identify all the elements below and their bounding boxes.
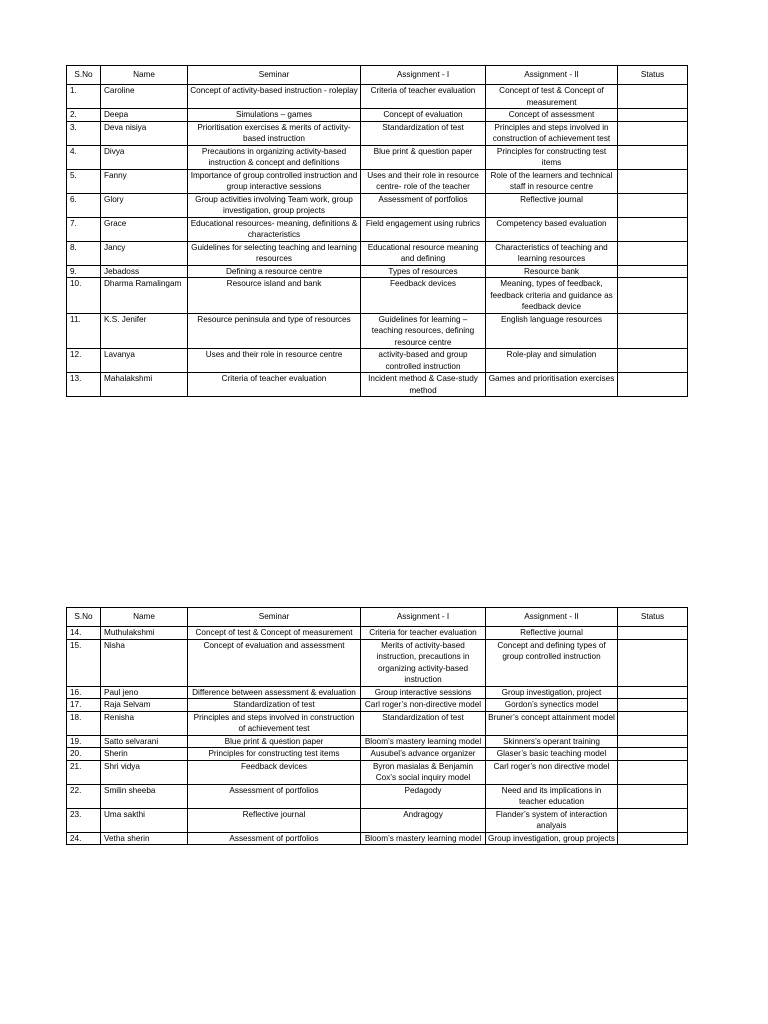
cell-status xyxy=(618,735,688,748)
header-name: Name xyxy=(101,66,188,85)
cell-assignment-1: Guidelines for learning – teaching resources, defining resource centre xyxy=(361,313,486,349)
header-name: Name xyxy=(101,608,188,627)
cell-assignment-2: Reflective journal xyxy=(486,193,618,217)
cell-assignment-1: Blue print & question paper xyxy=(361,145,486,169)
header-assignment-1: Assignment - I xyxy=(361,66,486,85)
cell-assignment-2: Glaser’s basic teaching model xyxy=(486,748,618,761)
table-row xyxy=(67,639,688,686)
table-row xyxy=(67,193,688,217)
cell-seminar: Precautions in organizing activity-based instruction & concept and definitions xyxy=(188,145,361,169)
cell-assignment-2: Concept of assessment xyxy=(486,109,618,122)
cell-status xyxy=(618,686,688,699)
cell-assignment-1: Educational resource meaning and defining xyxy=(361,241,486,265)
cell-seminar: Concept of evaluation and assessment xyxy=(188,639,361,686)
assignment-table-1 xyxy=(66,65,688,397)
cell-seminar: Group activities involving Team work, group investigation, group projects xyxy=(188,193,361,217)
cell-sno: 20. xyxy=(67,748,101,761)
cell-sno: 17. xyxy=(67,699,101,712)
cell-sno: 19. xyxy=(67,735,101,748)
cell-assignment-2: Concept of test & Concept of measurement xyxy=(486,85,618,109)
table-row xyxy=(67,121,688,145)
table-row xyxy=(67,711,688,735)
cell-assignment-2: Resource bank xyxy=(486,265,618,278)
cell-name: Renisha xyxy=(101,711,188,735)
cell-status xyxy=(618,278,688,314)
cell-seminar: Concept of activity-based instruction - roleplay xyxy=(188,85,361,109)
cell-name: Paul jeno xyxy=(101,686,188,699)
cell-sno: 3. xyxy=(67,121,101,145)
cell-assignment-1: Assessment of portfolios xyxy=(361,193,486,217)
cell-assignment-1: Uses and their role in resource centre- role of the teacher xyxy=(361,169,486,193)
cell-name: Dharma Ramalingam xyxy=(101,278,188,314)
cell-assignment-1: Standardization of test xyxy=(361,711,486,735)
table-row xyxy=(67,699,688,712)
cell-status xyxy=(618,760,688,784)
cell-status xyxy=(618,313,688,349)
table-header-row xyxy=(67,608,688,627)
cell-name: Deepa xyxy=(101,109,188,122)
cell-assignment-2: Principles for constructing test items xyxy=(486,145,618,169)
cell-assignment-2: Group investigation, group projects xyxy=(486,832,618,845)
cell-assignment-1: Group interactive sessions xyxy=(361,686,486,699)
cell-name: Mahalakshmi xyxy=(101,373,188,397)
cell-name: Deva nisiya xyxy=(101,121,188,145)
cell-sno: 1. xyxy=(67,85,101,109)
cell-seminar: Simulations – games xyxy=(188,109,361,122)
cell-name: Jancy xyxy=(101,241,188,265)
cell-seminar: Guidelines for selecting teaching and learning resources xyxy=(188,241,361,265)
cell-status xyxy=(618,748,688,761)
table-row xyxy=(67,349,688,373)
cell-sno: 14. xyxy=(67,627,101,640)
cell-seminar: Blue print & question paper xyxy=(188,735,361,748)
cell-assignment-2: Group investigation, project xyxy=(486,686,618,699)
cell-name: Uma sakthi xyxy=(101,808,188,832)
cell-assignment-1: Merits of activity-based instruction, precautions in organizing activity-based instruction xyxy=(361,639,486,686)
cell-sno: 18. xyxy=(67,711,101,735)
cell-name: Jebadoss xyxy=(101,265,188,278)
cell-seminar: Resource island and bank xyxy=(188,278,361,314)
header-assignment-2: Assignment - II xyxy=(486,608,618,627)
table-row xyxy=(67,748,688,761)
cell-assignment-1: Criteria for teacher evaluation xyxy=(361,627,486,640)
table-row xyxy=(67,265,688,278)
cell-assignment-2: Flander’s system of interaction analyais xyxy=(486,808,618,832)
cell-status xyxy=(618,699,688,712)
cell-seminar: Educational resources- meaning, definitions & characteristics xyxy=(188,217,361,241)
cell-assignment-2: Role of the learners and technical staff in resource centre xyxy=(486,169,618,193)
table-row xyxy=(67,169,688,193)
cell-assignment-2: Meaning, types of feedback, feedback criteria and guidance as feedback device xyxy=(486,278,618,314)
cell-seminar: Principles and steps involved in construction of achievement test xyxy=(188,711,361,735)
cell-assignment-1: Feedback devices xyxy=(361,278,486,314)
cell-assignment-2: Need and its implications in teacher education xyxy=(486,784,618,808)
cell-status xyxy=(618,373,688,397)
cell-seminar: Prioritisation exercises & merits of activity-based instruction xyxy=(188,121,361,145)
table-row xyxy=(67,808,688,832)
cell-seminar: Criteria of teacher evaluation xyxy=(188,373,361,397)
cell-assignment-1: Bloom’s mastery learning model xyxy=(361,735,486,748)
cell-sno: 5. xyxy=(67,169,101,193)
cell-name: Muthulakshmi xyxy=(101,627,188,640)
cell-status xyxy=(618,85,688,109)
table-2-body xyxy=(67,627,688,845)
cell-assignment-2: Role-play and simulation xyxy=(486,349,618,373)
cell-seminar: Concept of test & Concept of measurement xyxy=(188,627,361,640)
cell-assignment-1: Andragogy xyxy=(361,808,486,832)
header-assignment-2: Assignment - II xyxy=(486,66,618,85)
cell-name: Lavanya xyxy=(101,349,188,373)
cell-sno: 10. xyxy=(67,278,101,314)
cell-assignment-2: Gordon’s synectics model xyxy=(486,699,618,712)
cell-status xyxy=(618,808,688,832)
cell-seminar: Defining a resource centre xyxy=(188,265,361,278)
cell-name: Satto selvarani xyxy=(101,735,188,748)
table-row xyxy=(67,85,688,109)
cell-name: Fanny xyxy=(101,169,188,193)
header-seminar: Seminar xyxy=(188,608,361,627)
cell-status xyxy=(618,109,688,122)
table-row xyxy=(67,145,688,169)
cell-sno: 13. xyxy=(67,373,101,397)
cell-sno: 23. xyxy=(67,808,101,832)
cell-seminar: Resource peninsula and type of resources xyxy=(188,313,361,349)
cell-seminar: Difference between assessment & evaluation xyxy=(188,686,361,699)
header-seminar: Seminar xyxy=(188,66,361,85)
table-row xyxy=(67,627,688,640)
table-row xyxy=(67,686,688,699)
cell-name: Divya xyxy=(101,145,188,169)
table-row xyxy=(67,373,688,397)
cell-sno: 11. xyxy=(67,313,101,349)
cell-status xyxy=(618,832,688,845)
cell-assignment-2: Competency based evaluation xyxy=(486,217,618,241)
cell-sno: 9. xyxy=(67,265,101,278)
table-row xyxy=(67,760,688,784)
header-status: Status xyxy=(618,608,688,627)
cell-assignment-1: Pedagody xyxy=(361,784,486,808)
cell-status xyxy=(618,265,688,278)
cell-sno: 22. xyxy=(67,784,101,808)
cell-assignment-1: Types of resources xyxy=(361,265,486,278)
cell-assignment-2: Skinners’s operant training xyxy=(486,735,618,748)
cell-seminar: Assessment of portfolios xyxy=(188,784,361,808)
cell-sno: 24. xyxy=(67,832,101,845)
cell-assignment-1: Bloom’s mastery learning model xyxy=(361,832,486,845)
cell-seminar: Principles for constructing test items xyxy=(188,748,361,761)
cell-assignment-1: Incident method & Case-study method xyxy=(361,373,486,397)
table-row xyxy=(67,109,688,122)
cell-sno: 4. xyxy=(67,145,101,169)
cell-sno: 8. xyxy=(67,241,101,265)
cell-status xyxy=(618,349,688,373)
cell-name: Smilin sheeba xyxy=(101,784,188,808)
table-row xyxy=(67,217,688,241)
cell-name: Caroline xyxy=(101,85,188,109)
table-row xyxy=(67,735,688,748)
cell-assignment-2: Carl roger’s non directive model xyxy=(486,760,618,784)
header-sno: S.No xyxy=(67,608,101,627)
cell-sno: 7. xyxy=(67,217,101,241)
cell-status xyxy=(618,217,688,241)
cell-assignment-1: Ausubel’s advance organizer xyxy=(361,748,486,761)
table-1-body xyxy=(67,85,688,397)
cell-name: K.S. Jenifer xyxy=(101,313,188,349)
cell-assignment-1: Standardization of test xyxy=(361,121,486,145)
cell-seminar: Feedback devices xyxy=(188,760,361,784)
cell-status xyxy=(618,193,688,217)
cell-status xyxy=(618,639,688,686)
cell-assignment-2: Concept and defining types of group controlled instruction xyxy=(486,639,618,686)
cell-assignment-1: Byron masialas & Benjamin Cox’s social inquiry model xyxy=(361,760,486,784)
cell-assignment-1: activity-based and group controlled instruction xyxy=(361,349,486,373)
cell-assignment-2: English language resources xyxy=(486,313,618,349)
cell-seminar: Standardization of test xyxy=(188,699,361,712)
cell-sno: 16. xyxy=(67,686,101,699)
cell-name: Glory xyxy=(101,193,188,217)
cell-status xyxy=(618,241,688,265)
cell-status xyxy=(618,145,688,169)
header-assignment-1: Assignment - I xyxy=(361,608,486,627)
cell-assignment-2: Characteristics of teaching and learning resources xyxy=(486,241,618,265)
cell-assignment-1: Carl roger’s non-directive model xyxy=(361,699,486,712)
cell-assignment-2: Games and prioritisation exercises xyxy=(486,373,618,397)
cell-status xyxy=(618,121,688,145)
cell-assignment-2: Principles and steps involved in construction of achievement test xyxy=(486,121,618,145)
cell-seminar: Importance of group controlled instruction and group interactive sessions xyxy=(188,169,361,193)
table-header-row xyxy=(67,66,688,85)
cell-assignment-2: Bruner’s concept attainment model xyxy=(486,711,618,735)
cell-sno: 15. xyxy=(67,639,101,686)
table-row xyxy=(67,313,688,349)
cell-status xyxy=(618,627,688,640)
cell-sno: 2. xyxy=(67,109,101,122)
cell-sno: 21. xyxy=(67,760,101,784)
cell-status xyxy=(618,711,688,735)
cell-name: Vetha sherin xyxy=(101,832,188,845)
table-row xyxy=(67,832,688,845)
cell-seminar: Uses and their role in resource centre xyxy=(188,349,361,373)
header-status: Status xyxy=(618,66,688,85)
cell-seminar: Reflective journal xyxy=(188,808,361,832)
table-row xyxy=(67,241,688,265)
assignment-table-2 xyxy=(66,607,688,845)
cell-assignment-1: Concept of evaluation xyxy=(361,109,486,122)
cell-assignment-1: Field engagement using rubrics xyxy=(361,217,486,241)
cell-sno: 12. xyxy=(67,349,101,373)
cell-assignment-1: Criteria of teacher evaluation xyxy=(361,85,486,109)
cell-status xyxy=(618,784,688,808)
cell-name: Shri vidya xyxy=(101,760,188,784)
header-sno: S.No xyxy=(67,66,101,85)
table-row xyxy=(67,784,688,808)
cell-name: Raja Selvam xyxy=(101,699,188,712)
cell-status xyxy=(618,169,688,193)
cell-name: Sherin xyxy=(101,748,188,761)
table-row xyxy=(67,278,688,314)
cell-assignment-2: Reflective journal xyxy=(486,627,618,640)
cell-name: Nisha xyxy=(101,639,188,686)
cell-sno: 6. xyxy=(67,193,101,217)
cell-name: Grace xyxy=(101,217,188,241)
cell-seminar: Assessment of portfolios xyxy=(188,832,361,845)
